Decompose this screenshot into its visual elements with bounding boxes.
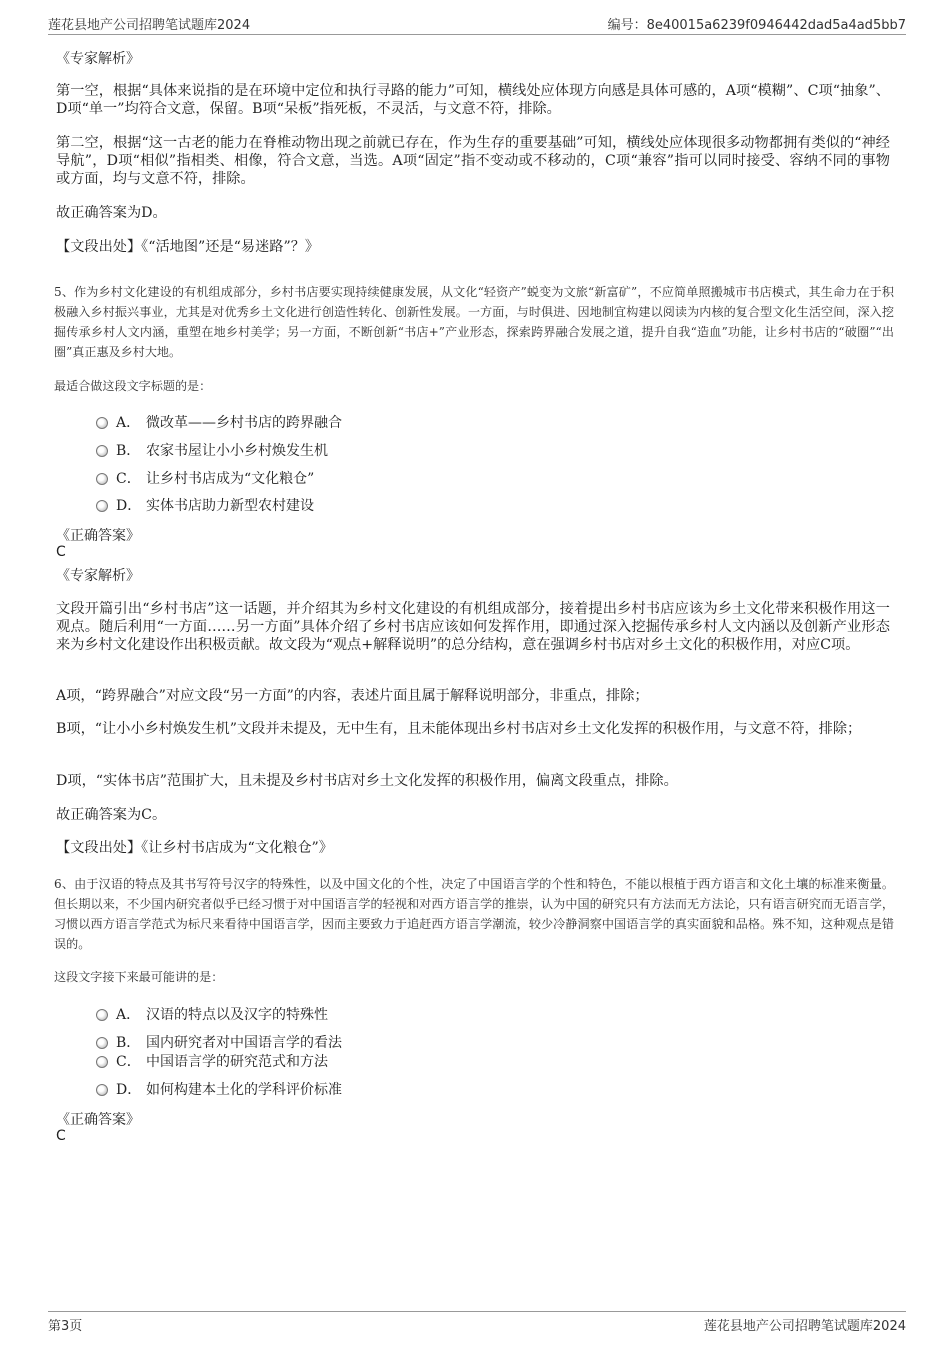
q5-analysis-para1: 文段开篇引出“乡村书店”这一话题，并介绍其为乡村文化建设的有机组成部分，接着提出乡村书店应该为乡土文化带来积极作用这一观点。随后利用“一方面……另一方面”具体介绍了乡村书店应该如何发挥作用，即通过深入挖掘传承乡村人文内涵以及创新产业形态来为乡村文化建设作出积极贡献。故文段为“观点+解释说明”的总分结构，意在强调乡村书店对乡土文化的积极作用，对应C项。 xyxy=(56,601,890,653)
header-doc-id: 编号：8e40015a6239f0946442dad5a4ad5bb7 xyxy=(607,18,906,33)
page-header xyxy=(48,10,906,35)
page-number: 第3页 xyxy=(48,1319,83,1334)
q5-question: 最适合做这段文字标题的是： xyxy=(54,379,212,393)
footer-title: 莲花县地产公司招聘笔试题库2024 xyxy=(703,1319,906,1334)
q5-option-b[interactable]: B． 农家书屋让小小乡村焕发生机 xyxy=(96,440,328,460)
q5-option-d[interactable]: D． 实体书店助力新型农村建设 xyxy=(96,495,314,515)
radio-icon[interactable] xyxy=(96,1009,108,1021)
q6-option-a[interactable]: A． 汉语的特点以及汉字的特殊性 xyxy=(96,1004,328,1024)
radio-icon[interactable] xyxy=(96,1037,108,1049)
q5-answer-label: 《正确答案》 xyxy=(56,528,140,544)
radio-icon[interactable] xyxy=(96,417,108,429)
page-footer xyxy=(48,1311,906,1334)
q6-stem: 6、由于汉语的特点及其书写符号汉字的特殊性，以及中国文化的个性，决定了中国语言学的个性和特色，不能以根植于西方语言和文化土壤的标准来衡量。但长期以来，不少国内研究者似乎已经习惯于对中国语言学的轻视和对西方语言学的推崇，认为中国的研究只有方法而无方法论，只有语言研究而无语言学，习惯以西方语言学范式为标尺来看待中国语言学，因而主要致力于追赶西方语言学潮流，较少冷静洞察中国语言学的真实面貌和品格。殊不知，这种观点是错误的。 xyxy=(54,877,894,951)
radio-icon[interactable] xyxy=(96,445,108,457)
q4-analysis-label: 《专家解析》 xyxy=(56,51,140,67)
header-title: 莲花县地产公司招聘笔试题库2024 xyxy=(48,18,251,33)
q5-option-c[interactable]: C． 让乡村书店成为“文化粮仓” xyxy=(96,468,314,488)
q5-analysis-para3: B项，“让小小乡村焕发生机”文段并未提及，无中生有，且未能体现出乡村书店对乡土文化发挥的积极作用，与文意不符，排除； xyxy=(56,721,862,737)
q5-option-a[interactable]: A． 微改革——乡村书店的跨界融合 xyxy=(96,412,342,432)
q5-analysis-label: 《专家解析》 xyxy=(56,568,140,584)
q5-source: 【文段出处】《让乡村书店成为“文化粮仓”》 xyxy=(56,840,333,856)
radio-icon[interactable] xyxy=(96,1056,108,1068)
q6-answer: C xyxy=(56,1128,66,1144)
q4-analysis-para2: 第二空，根据“这一古老的能力在脊椎动物出现之前就已存在，作为生存的重要基础”可知，横线处应体现很多动物都拥有类似的“神经导航”，D项“相似”指相类、相像，符合文意，当选。A项“固定”指不变动或不移动的，C项“兼容”指可以同时接受、容纳不同的事物或方面，均与文意不符，排除。 xyxy=(56,135,890,187)
q5-stem: 5、作为乡村文化建设的有机组成部分，乡村书店要实现持续健康发展，从文化“轻资产”蜕变为文旅“新富矿”，不应简单照搬城市书店模式，其生命力在于积极融入乡村振兴事业，尤其是对优秀乡土文化进行创造性转化、创新性发展。一方面，与时俱进、因地制宜构建以阅读为内核的复合型文化生活空间，深入挖掘传承乡村人文内涵，重塑在地乡村美学；另一方面，不断创新“书店+”产业形态，探索跨界融合发展之道，提升自我“造血”功能，让乡村书店的“破圈”“出圈”真正惠及乡村大地。 xyxy=(54,285,894,359)
q6-option-d[interactable]: D． 如何构建本土化的学科评价标准 xyxy=(96,1079,342,1099)
radio-icon[interactable] xyxy=(96,473,108,485)
q6-option-c[interactable]: C． 中国语言学的研究范式和方法 xyxy=(96,1051,328,1071)
q5-analysis-para2: A项，“跨界融合”对应文段“另一方面”的内容，表述片面且属于解释说明部分，非重点，排除； xyxy=(56,688,649,704)
q5-answer: C xyxy=(56,544,66,560)
q4-conclusion: 故正确答案为D。 xyxy=(56,205,167,221)
q5-analysis-para4: D项，“实体书店”范围扩大，且未提及乡村书店对乡土文化发挥的积极作用，偏离文段重点，排除。 xyxy=(56,773,678,789)
q6-option-b[interactable]: B． 国内研究者对中国语言学的看法 xyxy=(96,1032,342,1052)
q4-analysis-para1: 第一空，根据“具体来说指的是在环境中定位和执行寻路的能力”可知，横线处应体现方向感是具体可感的，A项“模糊”、C项“抽象”、D项“单一”均符合文意，保留。B项“呆板”指死板，不灵活，与文意不符，排除。 xyxy=(56,83,890,117)
q4-source: 【文段出处】《“活地图”还是“易迷路”？》 xyxy=(56,239,320,255)
radio-icon[interactable] xyxy=(96,500,108,512)
q5-conclusion: 故正确答案为C。 xyxy=(56,807,167,823)
q6-question: 这段文字接下来最可能讲的是： xyxy=(54,970,224,984)
radio-icon[interactable] xyxy=(96,1084,108,1096)
q6-answer-label: 《正确答案》 xyxy=(56,1112,140,1128)
